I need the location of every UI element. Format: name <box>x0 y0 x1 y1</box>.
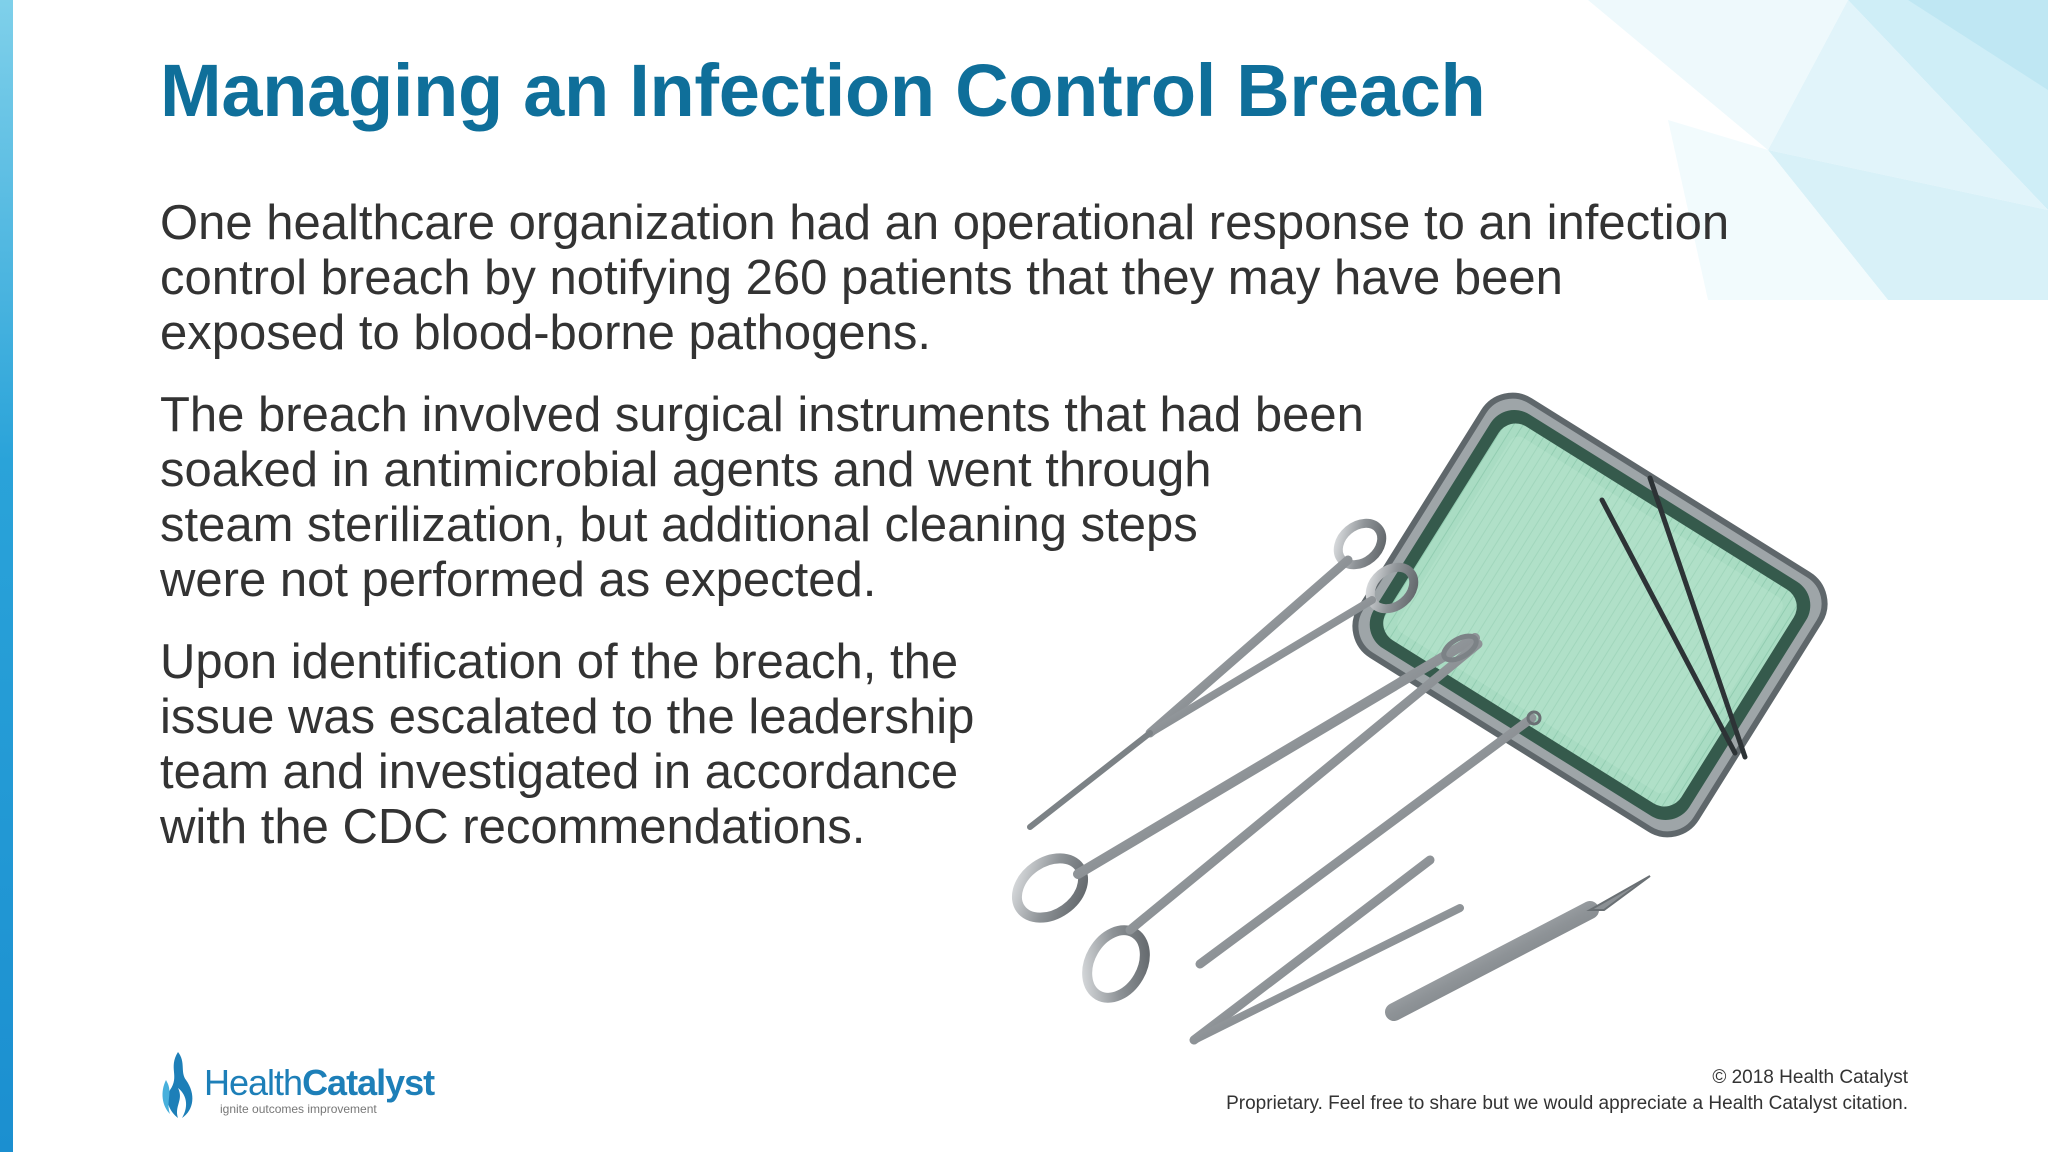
text-line: team and investigated in accordance <box>160 745 959 799</box>
text-line: issue was escalated to the leadership <box>160 690 975 744</box>
text-line: Upon identification of the breach, the <box>160 635 959 689</box>
steel-tray <box>1343 383 1838 847</box>
health-catalyst-logo <box>160 1050 480 1120</box>
text-line: were not performed as expected. <box>160 553 877 607</box>
logo-name-part2: Catalyst <box>302 1062 435 1103</box>
flame-icon <box>160 1050 196 1120</box>
paragraph-escalation <box>160 635 974 855</box>
left-accent-bar <box>0 0 13 1152</box>
citation-notice: Proprietary. Feel free to share but we would appreciate a Health Catalyst citation. <box>1226 1093 1908 1114</box>
text-line: steam sterilization, but additional cleaning steps <box>160 498 1198 552</box>
logo-tagline: ignite outcomes improvement <box>220 1102 377 1116</box>
text-line: control breach by notifying 260 patients that they may have been <box>160 251 1563 305</box>
tweezers <box>1194 860 1460 1040</box>
slide-title: Managing an Infection Control Breach <box>160 49 1486 132</box>
logo-name-part1: Health <box>204 1062 303 1103</box>
curette-probe <box>1200 712 1540 964</box>
paragraph-notification <box>160 196 1729 361</box>
footer-copyright <box>1226 1065 1908 1117</box>
copyright-text: © 2018 Health Catalyst <box>1712 1067 1908 1088</box>
long-scissors <box>1030 515 1422 827</box>
scalpel <box>1394 876 1650 1012</box>
text-line: with the CDC recommendations. <box>160 800 866 854</box>
surgical-instruments-photo <box>990 360 1970 1080</box>
logo-wordmark <box>204 1062 434 1104</box>
hemostat-forceps <box>1006 631 1480 1008</box>
text-line: One healthcare organization had an operational response to an infection <box>160 196 1730 250</box>
text-line: exposed to blood-borne pathogens. <box>160 306 931 360</box>
text-line: The breach involved surgical instruments that had been <box>160 388 1364 442</box>
text-line: soaked in antimicrobial agents and went through <box>160 443 1212 497</box>
